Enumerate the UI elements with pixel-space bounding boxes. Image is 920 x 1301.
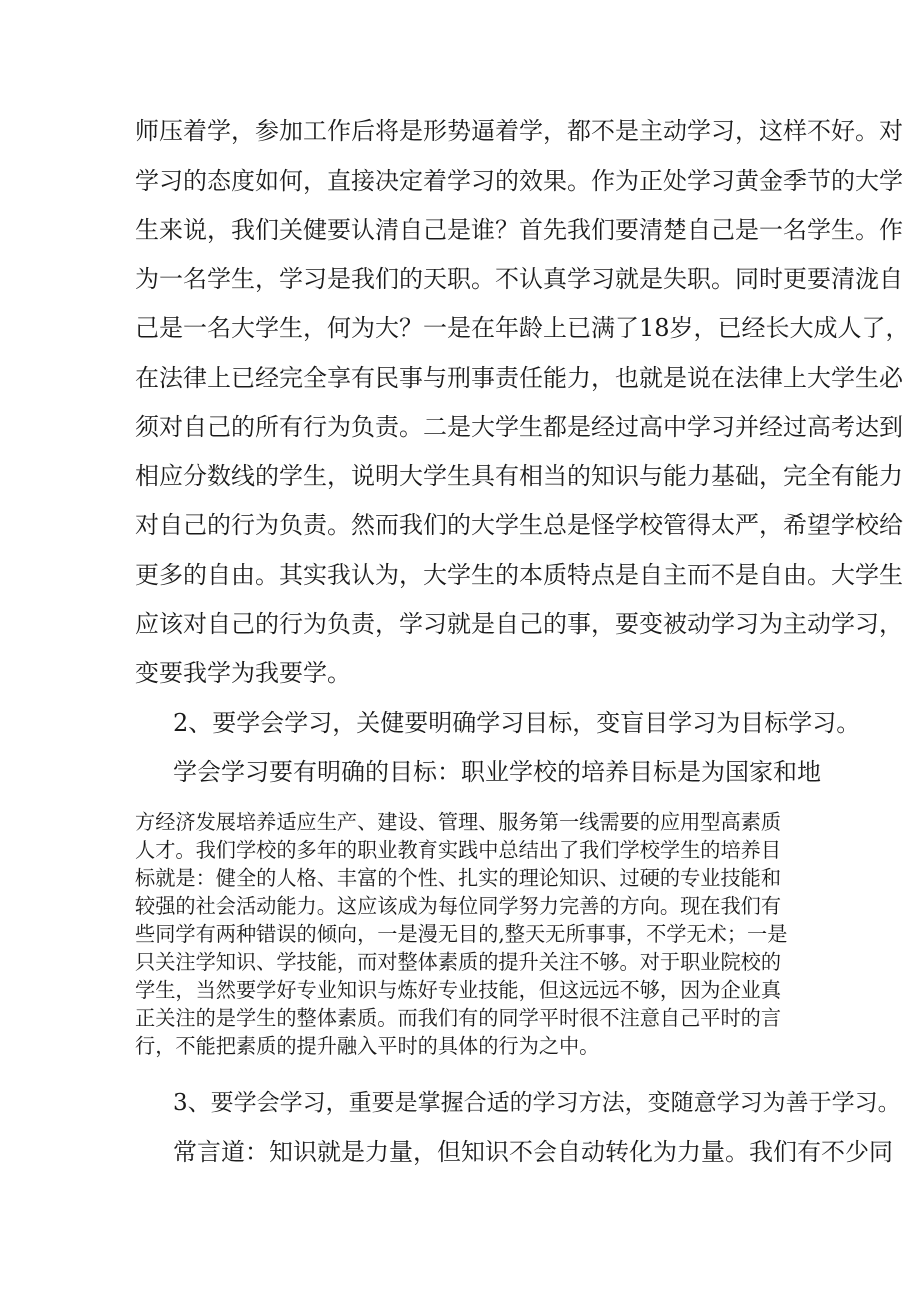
paragraph-line: 学生，当然要学好专业知识与炼好专业技能，但这远远不够，因为企业真 [135,978,782,1002]
paragraph-line: 变要我学为我要学。 [135,659,351,687]
paragraph-line: 较强的社会活动能力。这应该成为每位同学努力完善的方向。现在我们有 [135,894,782,918]
paragraph-line: 相应分数线的学生，说明大学生具有相当的知识与能力基础，完全有能力 [135,462,903,490]
paragraph-line: 须对自己的所有行为负责。二是大学生都是经过高中学习并经过高考达到 [135,413,903,441]
paragraph-line: 对自己的行为负责。然而我们的大学生总是怪学校管得太严，希望学校给 [135,511,903,539]
paragraph-line: 人才。我们学校的多年的职业教育实践中总结出了我们学校学生的培养目 [135,838,782,862]
section-heading-3: 3、要学会学习，重要是掌握合适的学习方法，变随意学习为善于学习。 [173,1090,901,1116]
paragraph-line: 方经济发展培养适应生产、建设、管理、服务第一线需要的应用型高素质 [135,810,782,834]
paragraph-line: 在法律上已经完全享有民事与刑事责任能力，也就是说在法律上大学生必 [135,364,903,392]
paragraph-line: 标就是：健全的人格、丰富的个性、扎实的理论知识、过硬的专业技能和 [135,866,782,890]
paragraph-first-line: 学会学习要有明确的目标：职业学校的培养目标是为国家和地 [173,758,821,786]
section-heading-2: 2、要学会学习，关健要明确学习目标，变盲目学习为目标学习。 [173,709,861,737]
paragraph-line: 些同学有两种错误的倾向，一是漫无目的,整天无所事事，不学无术；一是 [135,922,788,946]
paragraph-line: 己是一名大学生，何为大？一是在年龄上已满了18岁，已经长大成人了， [135,314,910,342]
paragraph-line: 学习的态度如何，直接决定着学习的效果。作为正处学习黄金季节的大学 [135,167,903,195]
paragraph-line: 更多的自由。其实我认为，大学生的本质特点是自主而不是自由。大学生 [135,561,903,589]
paragraph-first-line: 常言道：知识就是力量，但知识不会自动转化为力量。我们有不少同 [173,1138,893,1166]
paragraph-line: 只关注学知识、学技能，而对整体素质的提升关注不够。对于职业院校的 [135,950,782,974]
paragraph-line: 应该对自己的行为负责，学习就是自己的事，要变被动学习为主动学习， [135,610,903,638]
paragraph-line: 行，不能把素质的提升融入平时的具体的行为之中。 [135,1034,600,1058]
paragraph-line: 正关注的是学生的整体素质。而我们有的同学平时很不注意自己平时的言 [135,1006,782,1030]
paragraph-line: 师压着学，参加工作后将是形势逼着学，都不是主动学习，这样不好。对 [135,117,903,145]
paragraph-line: 为一名学生，学习是我们的天职。不认真学习就是失职。同时更要清泷自 [135,265,903,293]
paragraph-line: 生来说，我们关健要认清自己是谁？首先我们要清楚自己是一名学生。作 [135,216,903,244]
